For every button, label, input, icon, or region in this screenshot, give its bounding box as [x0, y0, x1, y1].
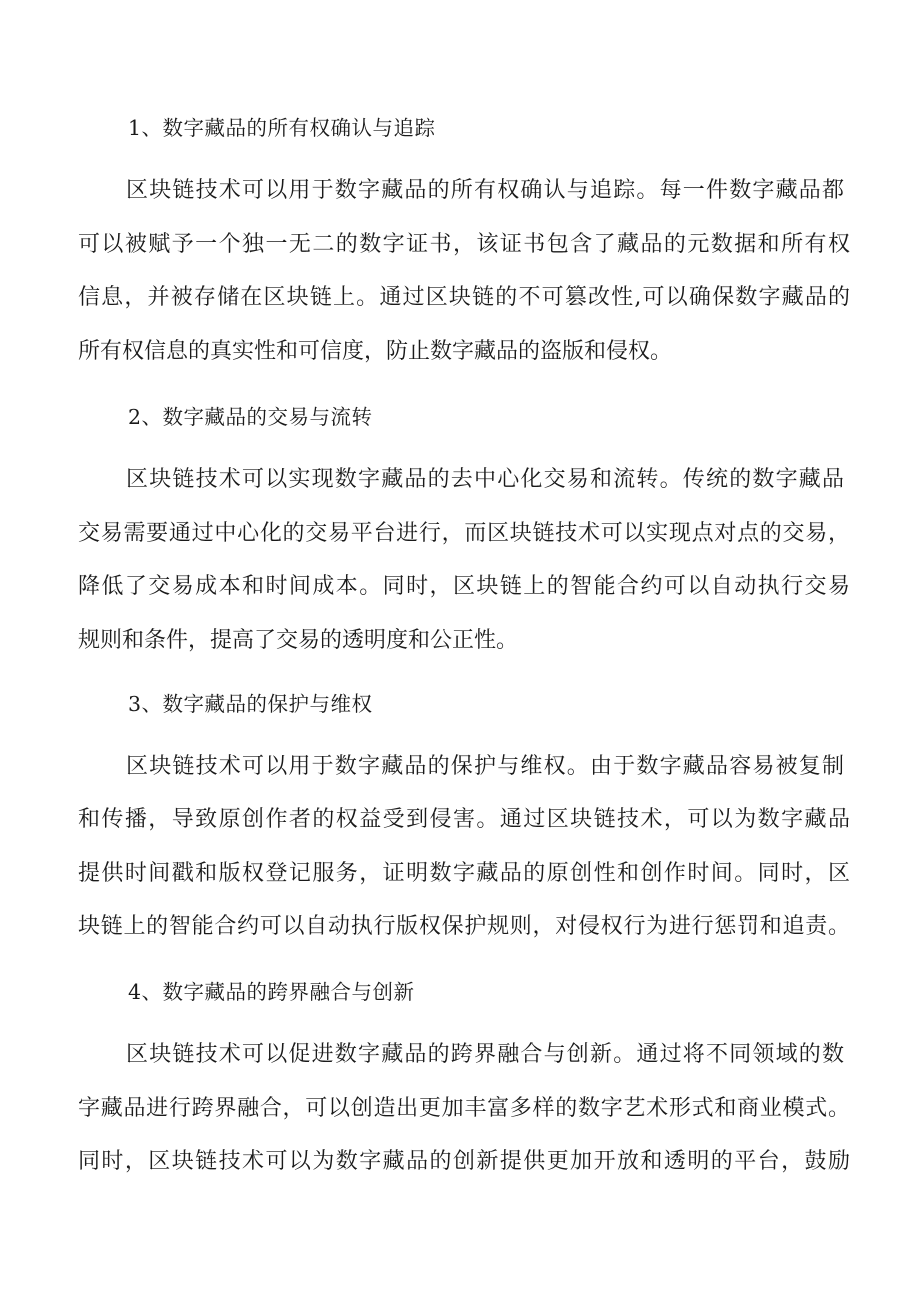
- section-2-line-1: 区块链技术可以实现数字藏品的去中心化交易和流转。传统的数字藏品: [126, 467, 844, 492]
- section-1-line-4: 所有权信息的真实性和可信度，防止数字藏品的盗版和侵权。: [78, 339, 673, 364]
- section-3-heading: 3、数字藏品的保护与维权: [128, 692, 373, 716]
- section-2-heading: 2、数字藏品的交易与流转: [128, 405, 373, 429]
- section-3-line-2: 和传播，导致原创作者的权益受到侵害。通过区块链技术，可以为数字藏品: [78, 807, 850, 832]
- section-2-line-4: 规则和条件，提高了交易的透明度和公正性。: [78, 628, 519, 653]
- section-3-line-1: 区块链技术可以用于数字藏品的保护与维权。由于数字藏品容易被复制: [126, 754, 844, 779]
- section-2-line-3: 降低了交易成本和时间成本。同时，区块链上的智能合约可以自动执行交易: [78, 574, 850, 599]
- section-4-heading: 4、数字藏品的跨界融合与创新: [128, 980, 415, 1004]
- section-4-line-2: 字藏品进行跨界融合，可以创造出更加丰富多样的数字艺术形式和商业模式。: [78, 1096, 850, 1121]
- section-1-line-2: 可以被赋予一个独一无二的数字证书，该证书包含了藏品的元数据和所有权: [78, 232, 850, 257]
- section-1-line-3: 信息，并被存储在区块链上。通过区块链的不可篡改性,可以确保数字藏品的: [78, 285, 850, 310]
- section-1-heading: 1、数字藏品的所有权确认与追踪: [128, 116, 436, 140]
- section-3-line-4: 块链上的智能合约可以自动执行版权保护规则，对侵权行为进行惩罚和追责。: [78, 914, 850, 939]
- section-1-line-1: 区块链技术可以用于数字藏品的所有权确认与追踪。每一件数字藏品都: [126, 178, 844, 203]
- section-4-line-1: 区块链技术可以促进数字藏品的跨界融合与创新。通过将不同领域的数: [126, 1042, 844, 1067]
- section-3-line-3: 提供时间戳和版权登记服务，证明数字藏品的原创性和创作时间。同时，区: [78, 861, 850, 886]
- section-2-line-2: 交易需要通过中心化的交易平台进行，而区块链技术可以实现点对点的交易，: [78, 521, 850, 546]
- section-4-line-3: 同时，区块链技术可以为数字藏品的创新提供更加开放和透明的平台，鼓励: [78, 1149, 850, 1174]
